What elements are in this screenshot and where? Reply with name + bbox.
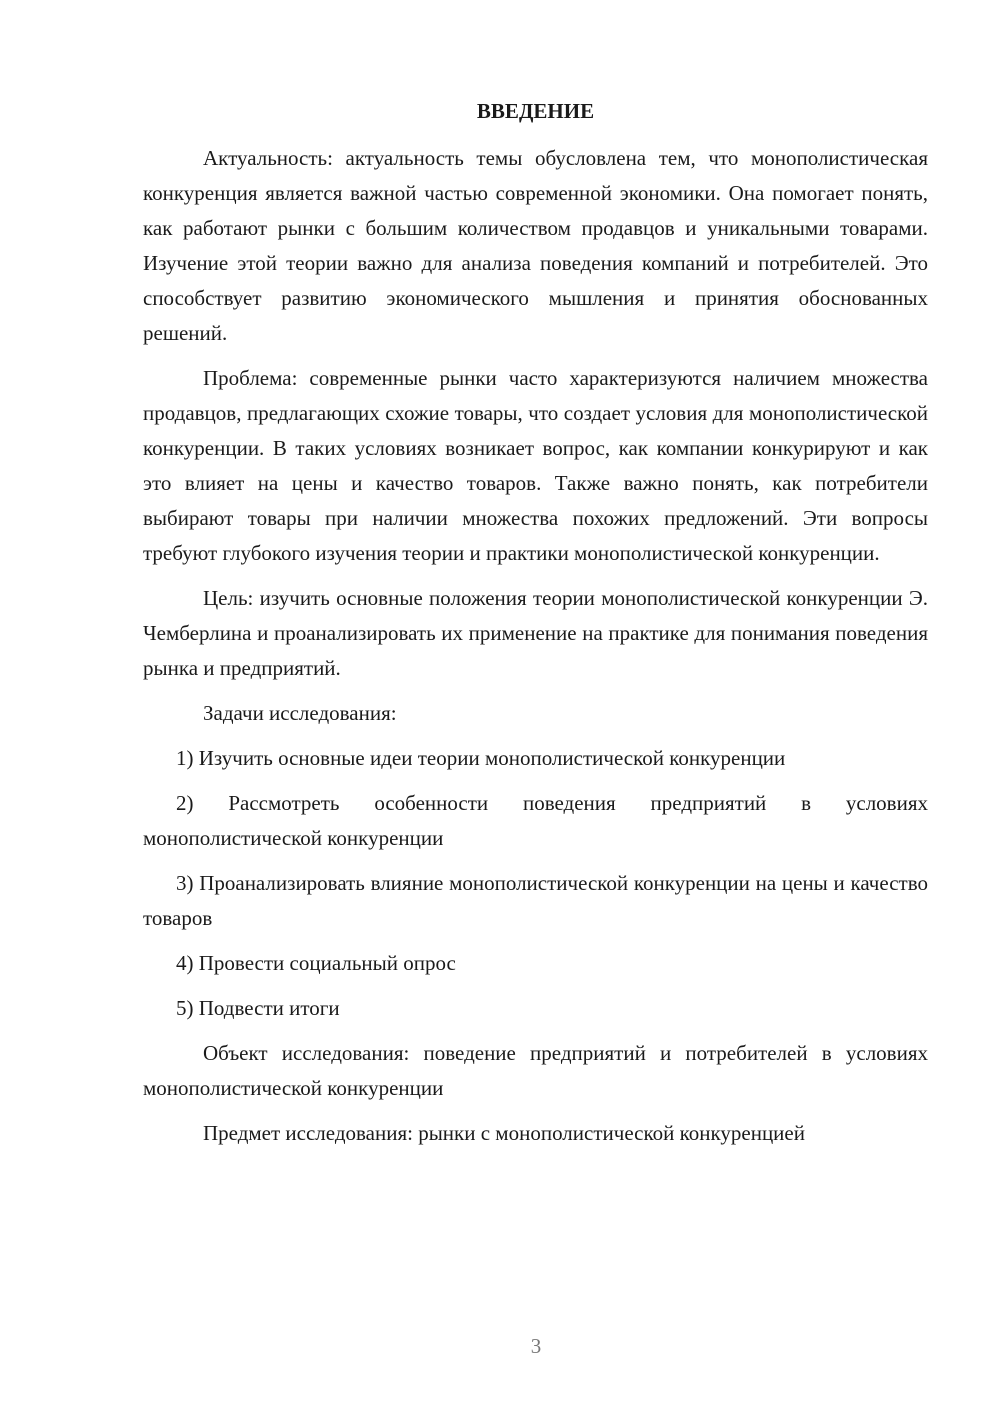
task-item-5: 5) Подвести итоги bbox=[176, 996, 340, 1020]
page-number: 3 bbox=[530, 1334, 542, 1358]
subject-paragraph: Предмет исследования: рынки с монополистической конкуренцией bbox=[203, 1121, 805, 1145]
relevance-paragraph: Актуальность: актуальность темы обусловлена тем, что монополистическая конкуренция является важной частью современной экономики. Она помогает понять, как работают рынки с большим количеством продавцов и уникальными товарами. Изучение этой теории важно для анализа поведения компаний и потребителей. Это способствует развитию экономического мышления и принятия обоснованных решений. bbox=[143, 146, 928, 345]
tasks-heading: Задачи исследования: bbox=[203, 701, 397, 725]
problem-paragraph: Проблема: современные рынки часто характеризуются наличием множества продавцов, предлагающих схожие товары, что создает условия для монополистической конкуренции. В таких условиях возникает вопрос, как компании конкурируют и как это влияет на цены и качество товаров. Также важно понять, как потребители выбирают товары при наличии множества похожих предложений. Эти вопросы требуют глубокого изучения теории и практики монополистической конкуренции. bbox=[143, 366, 928, 565]
section-title: ВВЕДЕНИЕ bbox=[476, 99, 595, 123]
task-item-4: 4) Провести социальный опрос bbox=[176, 951, 456, 975]
document-page bbox=[143, 96, 928, 1161]
task-item-2: 2) Рассмотреть особенности поведения предприятий в условиях монополистической конкуренции bbox=[143, 791, 928, 850]
task-item-1: 1) Изучить основные идеи теории монополистической конкуренции bbox=[176, 746, 786, 770]
task-item-3: 3) Проанализировать влияние монополистической конкуренции на цены и качество товаров bbox=[143, 871, 928, 930]
goal-paragraph: Цель: изучить основные положения теории монополистической конкуренции Э. Чемберлина и проанализировать их применение на практике для понимания поведения рынка и предприятий. bbox=[143, 586, 928, 680]
object-paragraph: Объект исследования: поведение предприятий и потребителей в условиях монополистической конкуренции bbox=[143, 1041, 928, 1100]
